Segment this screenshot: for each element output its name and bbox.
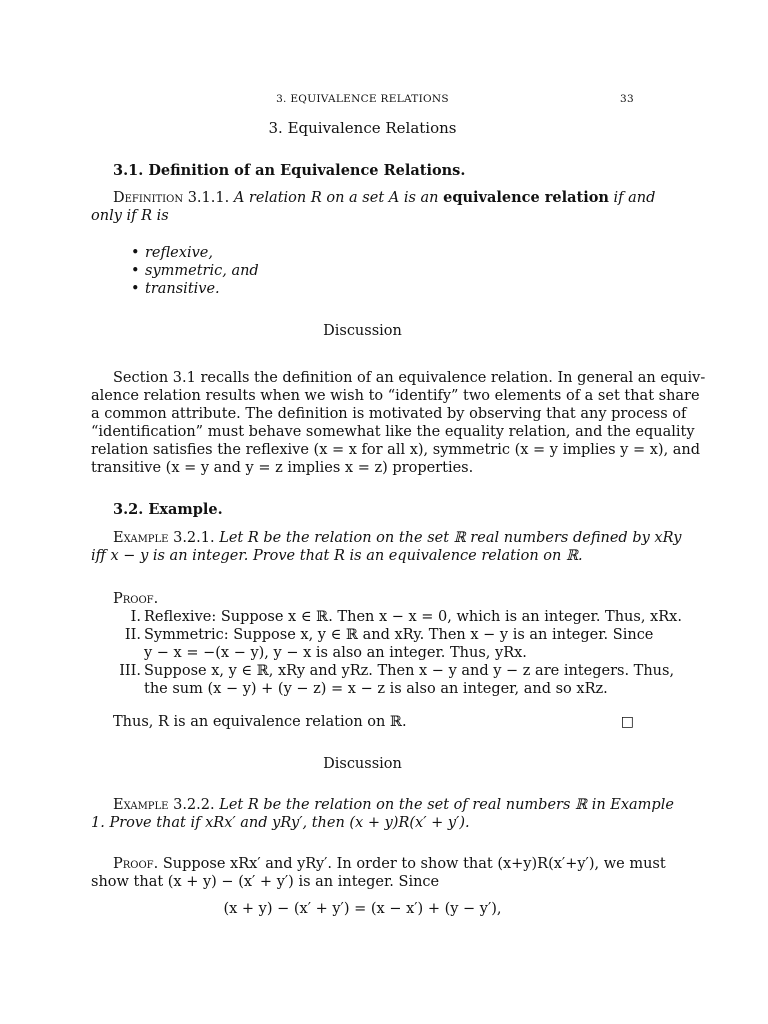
property-list [131, 244, 631, 298]
section-heading-3-1: 3.1. Definition of an Equivalence Relations. [113, 162, 466, 179]
example-number: 3.2.1. [173, 530, 215, 546]
proof-3-2-2 [91, 855, 666, 891]
qed-icon: □ [620, 714, 634, 730]
definition-text-b: if and [613, 190, 656, 206]
proof-item-number: III. [119, 663, 141, 679]
proof-item-text: Symmetric: Suppose x, y ∈ ℝ and xRy. Then x − y is an integer. Since [144, 627, 654, 643]
chapter-title: 3. Equivalence Relations [268, 119, 457, 137]
section-heading-3-2: 3.2. Example. [113, 501, 223, 518]
definition-label: Definition [113, 190, 184, 206]
discussion-line: relation satisfies the reflexive (x = x for all x), symmetric (x = y implies y = x), and [91, 442, 701, 458]
discussion-line: transitive (x = y and y = z implies x = z) properties. [91, 460, 474, 476]
property-item: • symmetric, and [131, 262, 631, 280]
proof-text: show that (x + y) − (x′ + y′) is an integer. Since [91, 874, 440, 890]
proof-item-number: I. [130, 609, 141, 625]
example-label: Example [113, 530, 169, 546]
proof-conclusion: Thus, R is an equivalence relation on ℝ. [113, 714, 407, 730]
example-label: Example [113, 797, 169, 813]
proof-label: Proof. [113, 591, 159, 607]
proof-item-text: Reflexive: Suppose x ∈ ℝ. Then x − x = 0, which is an integer. Thus, xRx. [144, 609, 682, 625]
running-head-title: 3. EQUIVALENCE RELATIONS [276, 93, 449, 105]
discussion-line: “identification” must behave somewhat like the equality relation, and the equality [91, 424, 695, 440]
example-number: 3.2.2. [173, 797, 215, 813]
discussion-line: Section 3.1 recalls the definition of an equivalence relation. In general an equiv- [113, 370, 706, 386]
display-equation: (x + y) − (x′ + y′) = (x − x′) + (y − y′), [223, 901, 502, 917]
proof-item-text: y − x = −(x − y), y − x is also an integer. Thus, yRx. [144, 645, 527, 661]
definition-text-c: only if R is [91, 208, 169, 224]
example-3-2-2 [91, 796, 674, 832]
example-text: Let R be the relation on the set of real numbers ℝ in Example [219, 797, 674, 813]
proof-item-number: II. [124, 627, 141, 643]
example-text: iff x − y is an integer. Prove that R is an equivalence relation on ℝ. [91, 548, 583, 564]
discussion-heading: Discussion [323, 323, 402, 339]
proof-item-text: Suppose x, y ∈ ℝ, xRy and yRz. Then x − y and y − z are integers. Thus, [144, 663, 675, 679]
definition-term: equivalence relation [443, 189, 609, 206]
definition-text-a: A relation R on a set A is an [233, 190, 439, 206]
example-text: 1. Prove that if xRx′ and yRy′, then (x + y)R(x′ + y′). [91, 815, 470, 831]
discussion-heading-2: Discussion [323, 756, 402, 772]
example-text: Let R be the relation on the set ℝ real numbers defined by xRy [219, 530, 682, 546]
page-number: 33 [620, 93, 634, 105]
proof-label: Proof. [113, 856, 159, 872]
discussion-line: a common attribute. The definition is motivated by observing that any process of [91, 406, 687, 422]
definition-number: 3.1.1. [187, 190, 230, 206]
definition-3-1-1 [91, 189, 656, 225]
proof-text: Suppose xRx′ and yRy′. In order to show that (x+y)R(x′+y′), we must [162, 856, 666, 872]
property-item: • transitive. [131, 280, 631, 298]
proof-item-text: the sum (x − y) + (y − z) = x − z is also an integer, and so xRz. [144, 681, 608, 697]
discussion-line: alence relation results when we wish to “identify” two elements of a set that share [91, 388, 700, 404]
example-3-2-1 [91, 529, 682, 565]
property-item: • reflexive, [131, 244, 631, 262]
proof-conclusion-row [91, 713, 634, 731]
discussion-paragraph [91, 369, 706, 477]
